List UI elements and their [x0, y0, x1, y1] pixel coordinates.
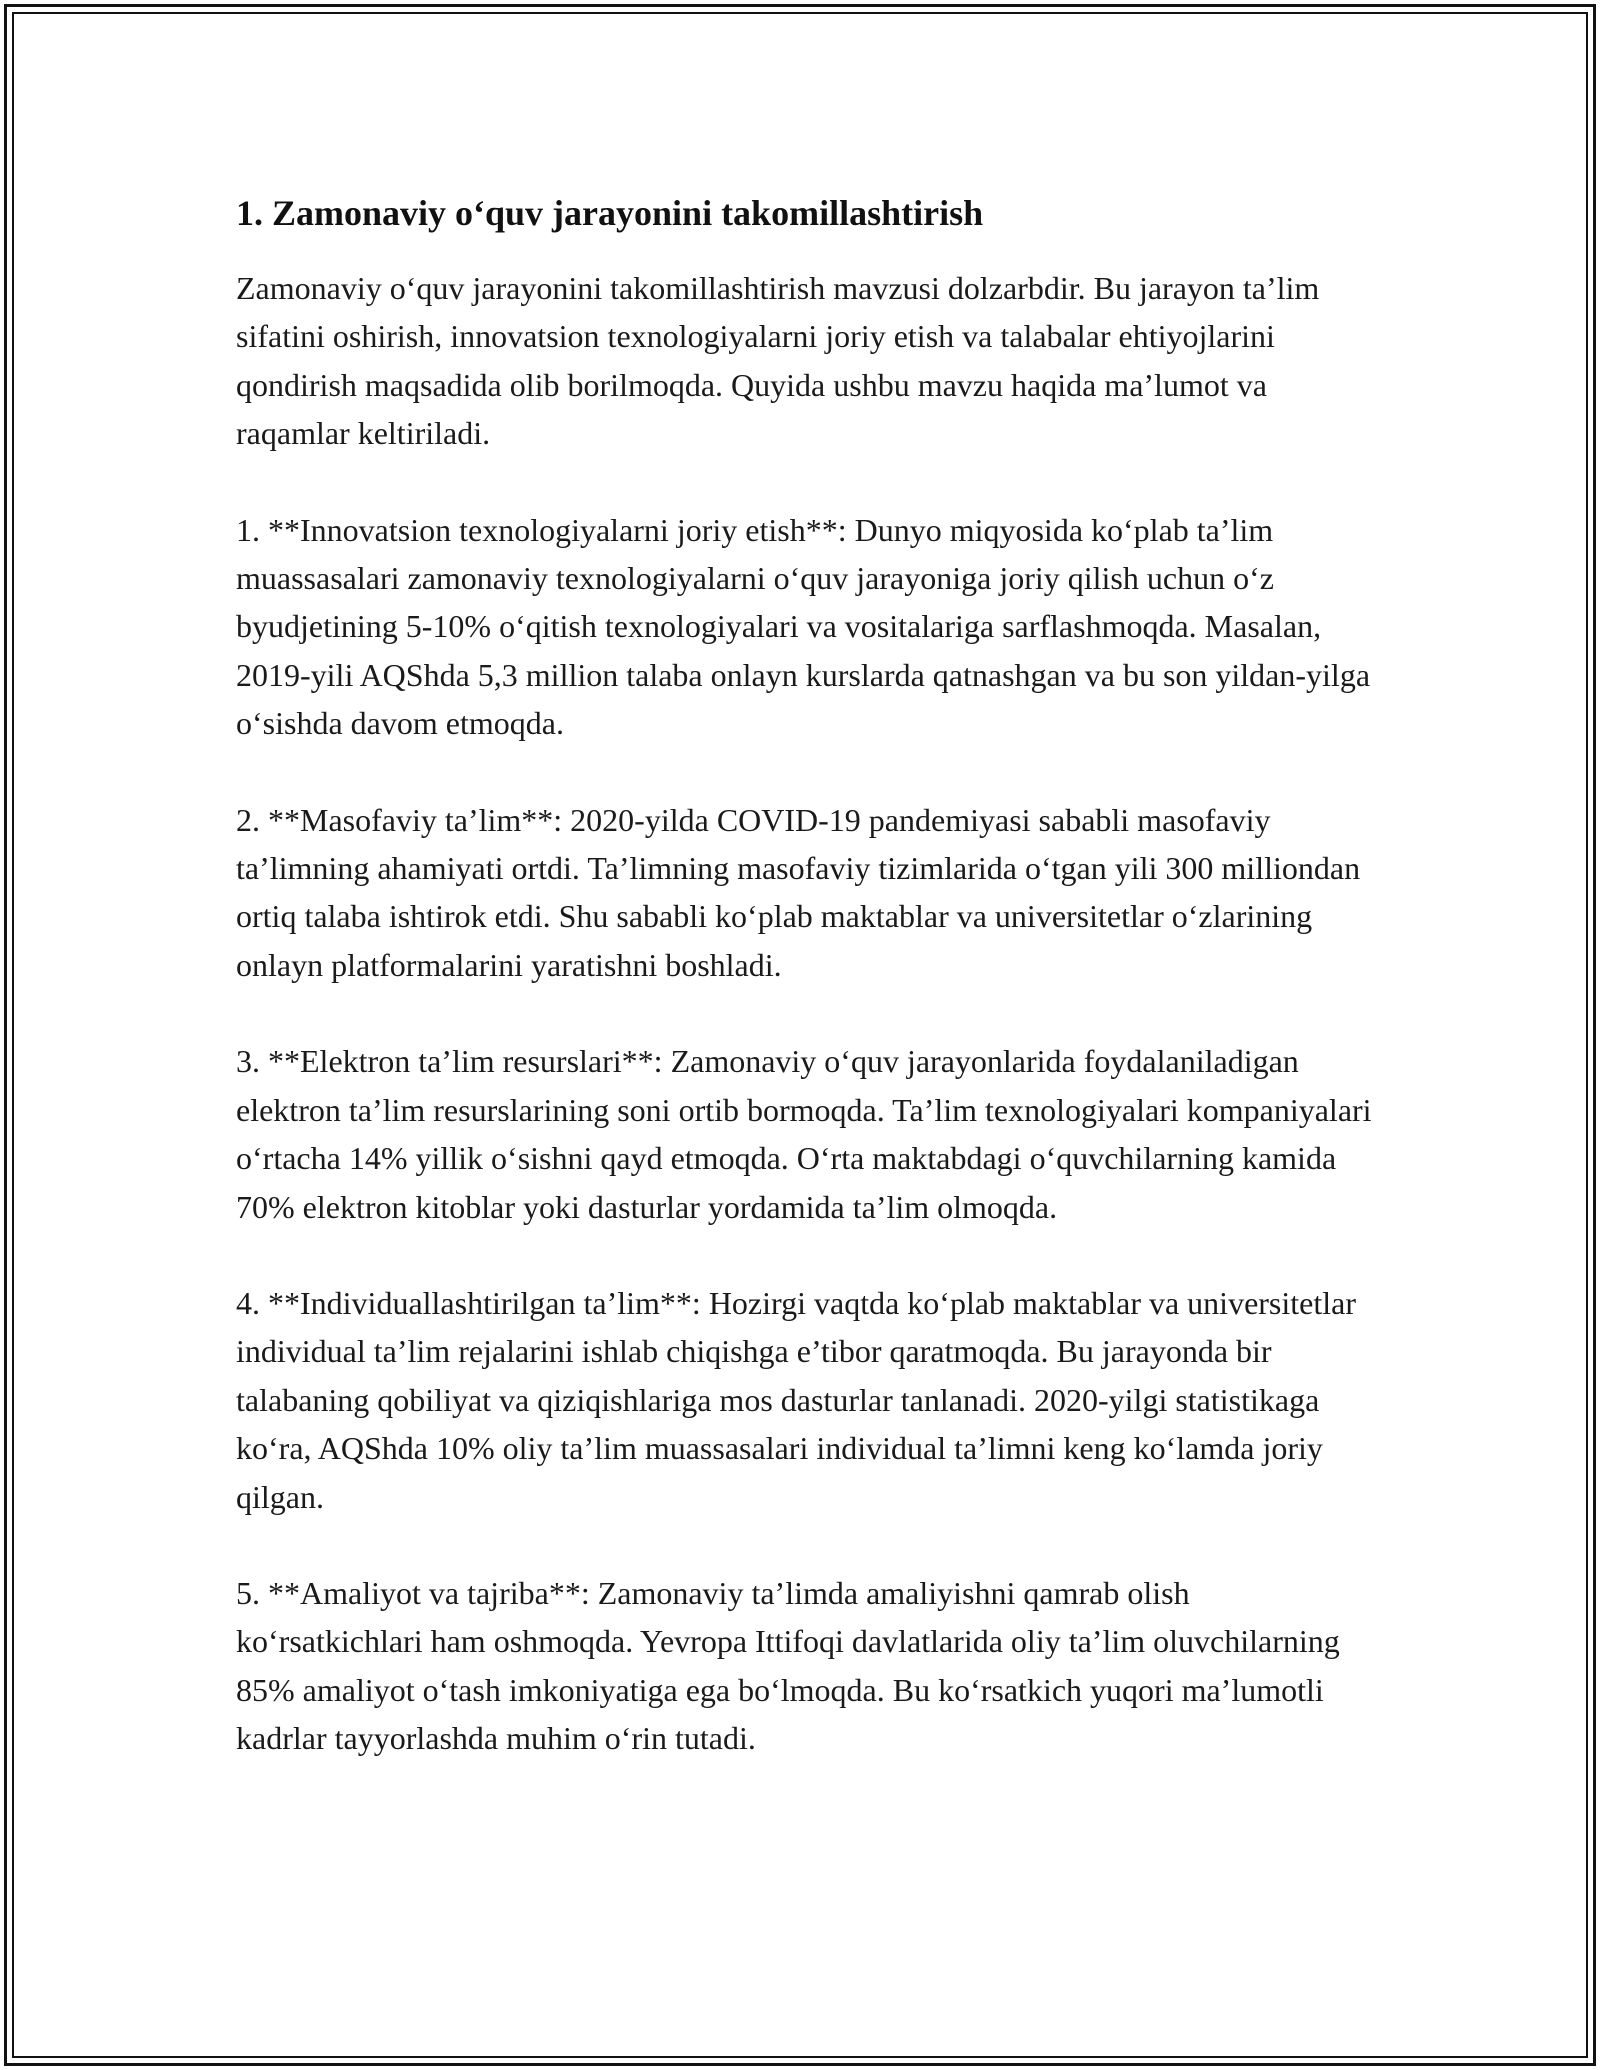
- document-body: [236, 184, 1376, 1811]
- paragraph-innovative-technologies: 1. **Innovatsion texnologiyalarni joriy etish**: Dunyo miqyosida ko‘plab ta’lim muassasalari zamonaviy texnologiyalarni o‘quv jarayoniga joriy qilish uchun o‘z byudjetining 5-10% o‘qitish texnologiyalari va vositalariga sarflashmoqda. Masalan, 2019-yili AQShda 5,3 million talaba onlayn kurslarda qatnashgan va bu son yildan-yilga o‘sishda davom etmoqda.: [236, 511, 1371, 742]
- intro-paragraph: Zamonaviy o‘quv jarayonini takomillashtirish mavzusi dolzarbdir. Bu jarayon ta’lim sifatini oshirish, innovatsion texnologiyalarni joriy etish va talabalar ehtiyojlarini qondirish maqsadida olib borilmoqda. Quyida ushbu mavzu haqida ma’lumot va raqamlar keltiriladi.: [236, 270, 1320, 452]
- section-heading: 1. Zamonaviy o‘quv jarayonini takomillashtirish: [236, 193, 984, 233]
- paragraph-individualized-learning: 4. **Individuallashtirilgan ta’lim**: Hozirgi vaqtda ko‘plab maktablar va universitetlar individual ta’lim rejalarini ishlab chiqishga e’tibor qaratmoqda. Bu jarayonda bir talabaning qobiliyat va qiziqishlariga mos dasturlar tanlanadi. 2020-yilgi statistikaga ko‘ra, AQShda 10% oliy ta’lim muassasalari individual ta’limni keng ko‘lamda joriy qilgan.: [236, 1284, 1356, 1515]
- paragraph-distance-learning: 2. **Masofaviy ta’lim**: 2020-yilda COVID-19 pandemiyasi sababli masofaviy ta’limning ahamiyati ortdi. Ta’limning masofaviy tizimlarida o‘tgan yili 300 milliondan ortiq talaba ishtirok etdi. Shu sababli ko‘plab maktablar va universitetlar o‘zlarining onlayn platformalarini yaratishni boshladi.: [236, 801, 1361, 983]
- paragraph-electronic-resources: 3. **Elektron ta’lim resurslari**: Zamonaviy o‘quv jarayonlarida foydalaniladigan elektron ta’lim resurslarining soni ortib bormoqda. Ta’lim texnologiyalari kompaniyalari o‘rtacha 14% yillik o‘sishni qayd etmoqda. O‘rta maktabdagi o‘quvchilarning kamida 70% elektron kitoblar yoki dasturlar yordamida ta’lim olmoqda.: [236, 1043, 1372, 1225]
- paragraph-practice-experience: 5. **Amaliyot va tajriba**: Zamonaviy ta’limda amaliyishni qamrab olish ko‘rsatkichlari ham oshmoqda. Yevropa Ittifoqi davlatlarida oliy ta’lim oluvchilarning 85% amaliyot o‘tash imkoniyatiga ega bo‘lmoqda. Bu ko‘rsatkich yuqori ma’lumotli kadrlar tayyorlashda muhim o‘rin tutadi.: [236, 1574, 1340, 1757]
